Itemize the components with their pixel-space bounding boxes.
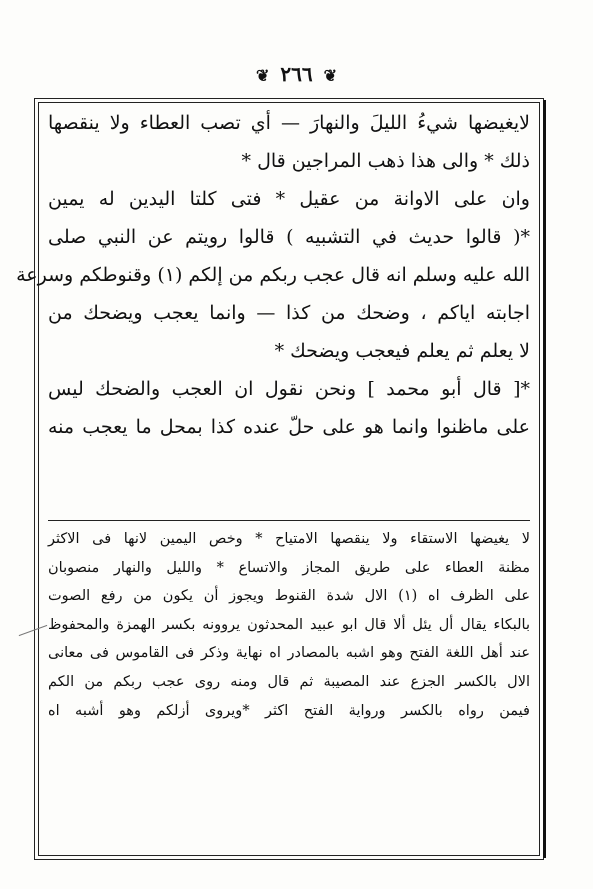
footnote-divider — [48, 520, 530, 521]
main-line: *( قالوا حديث في التشبيه ) قالوا رويتم عن النبي صلى — [48, 226, 530, 248]
main-line: اجابته اياكم ، وضحك من كذا — وانما يعجب ويضحك من — [48, 302, 530, 324]
note-line: على الظرف اه (١) الال شدة القنوط ويجوز أن يكون من رفع الصوت — [48, 588, 530, 605]
note-line: لا يغيضها الاستقاء ولا ينقصها الامتياح * وخص اليمين لانها فى الاكثر — [48, 531, 530, 547]
footnotes — [48, 528, 530, 728]
main-line: ذلك * والى هذا ذهب المراجين قال * — [241, 150, 530, 172]
main-text — [16, 110, 530, 452]
page-number — [0, 62, 593, 86]
note-line: فيمن رواه بالكسر ورواية الفتح اكثر *ويروى أزلكم وهو أشبه اه — [48, 702, 530, 719]
main-line: الله عليه وسلم انه قال عجب ربكم من إلكم (١) وقنوطكم وسرعة — [16, 264, 530, 286]
frame-edge — [543, 100, 546, 858]
ornament-icon: ❦ — [256, 66, 270, 85]
note-line: الال بالكسر الجزع عند المصيبة ثم قال ومنه روى عجب ربكم من الكم — [48, 673, 530, 690]
main-line: وان على الاوانة من عقيل * فتى كلتا اليدين له يمين — [48, 188, 530, 210]
main-line: على ماظنوا وانما هو على حلّ عنده كذا بمحل ما يعجب منه — [48, 416, 530, 438]
main-line: لايغيضها شيءُ الليلَ والنهارَ — أي تصب العطاء ولا ينقصها — [48, 112, 530, 134]
page-number-text: ٢٦٦ — [280, 62, 313, 86]
note-line: بالبكاء يقال أل يئل ألا قال ابو عبيد المحدثون يروونه بكسر الهمزة والمحفوظ — [48, 616, 530, 633]
main-line: لا يعلم ثم يعلم فيعجب ويضحك * — [274, 340, 530, 362]
note-line: مظنة العطاء على طريق المجاز والاتساع * والليل والنهار منصوبان — [48, 559, 530, 576]
ornament-icon: ❦ — [323, 66, 337, 85]
main-line: *[ قال أبو محمد ] ونحن نقول ان العجب والضحك ليس — [48, 378, 530, 400]
note-line: عند أهل اللغة الفتح وهو اشبه بالمصادر اه نهاية وذكر فى القاموس فى معانى — [48, 645, 530, 662]
